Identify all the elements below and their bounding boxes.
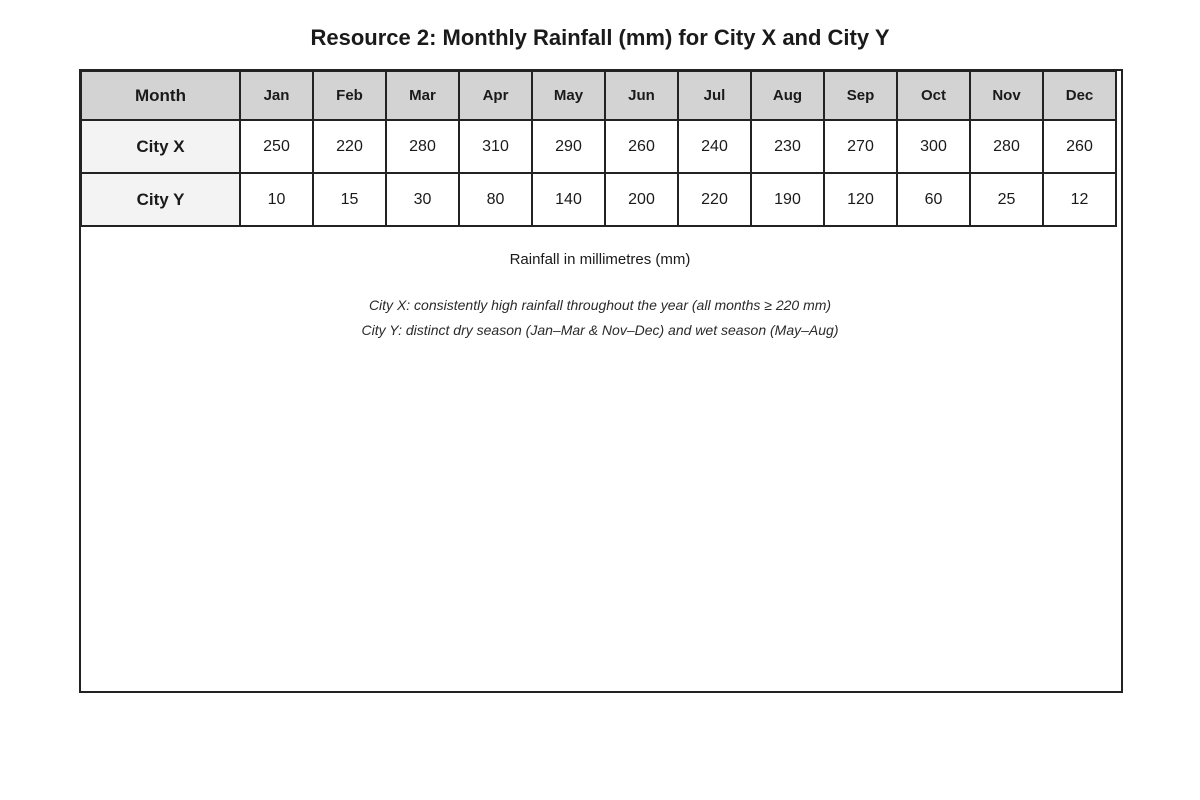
table-cell: 15 [313,173,386,226]
month-header-jan: Jan [240,71,313,120]
table-cell: 12 [1043,173,1116,226]
table-cell: 280 [970,120,1043,173]
month-header-apr: Apr [459,71,532,120]
observation-city-x: City X: consistently high rainfall throughout the year (all months ≥ 220 mm) [368,297,832,313]
table-cell: 260 [1043,120,1116,173]
observation-city-y: City Y: distinct dry season (Jan–Mar & Nov–Dec) and wet season (May–Aug) [361,322,839,338]
unit-note: Rainfall in millimetres (mm) [509,251,691,268]
month-header-dec: Dec [1043,71,1116,120]
month-header: Month [81,71,240,120]
table-cell: 250 [240,120,313,173]
month-header-oct: Oct [897,71,970,120]
resource-frame [79,69,1123,693]
table-cell: 200 [605,173,678,226]
table-cell: 25 [970,173,1043,226]
month-header-jul: Jul [678,71,751,120]
table-row-city-y [81,173,1116,226]
table-row-city-x [81,120,1116,173]
table-cell: 220 [313,120,386,173]
table-cell: 220 [678,173,751,226]
month-header-may: May [532,71,605,120]
page-title: Resource 2: Monthly Rainfall (mm) for City X and City Y [310,25,890,50]
table-cell: 120 [824,173,897,226]
month-header-mar: Mar [386,71,459,120]
row-label-city-y: City Y [81,173,240,226]
table-cell: 60 [897,173,970,226]
table-cell: 280 [386,120,459,173]
table-cell: 300 [897,120,970,173]
table-cell: 270 [824,120,897,173]
month-header-jun: Jun [605,71,678,120]
month-header-nov: Nov [970,71,1043,120]
table-cell: 30 [386,173,459,226]
table-cell: 190 [751,173,824,226]
rainfall-table [80,70,1117,227]
table-cell: 310 [459,120,532,173]
table-cell: 80 [459,173,532,226]
month-header-aug: Aug [751,71,824,120]
table-cell: 10 [240,173,313,226]
table-cell: 140 [532,173,605,226]
month-header-feb: Feb [313,71,386,120]
row-label-city-x: City X [81,120,240,173]
table-cell: 230 [751,120,824,173]
table-cell: 290 [532,120,605,173]
table-cell: 240 [678,120,751,173]
table-header-row [81,71,1116,120]
table-cell: 260 [605,120,678,173]
month-header-sep: Sep [824,71,897,120]
